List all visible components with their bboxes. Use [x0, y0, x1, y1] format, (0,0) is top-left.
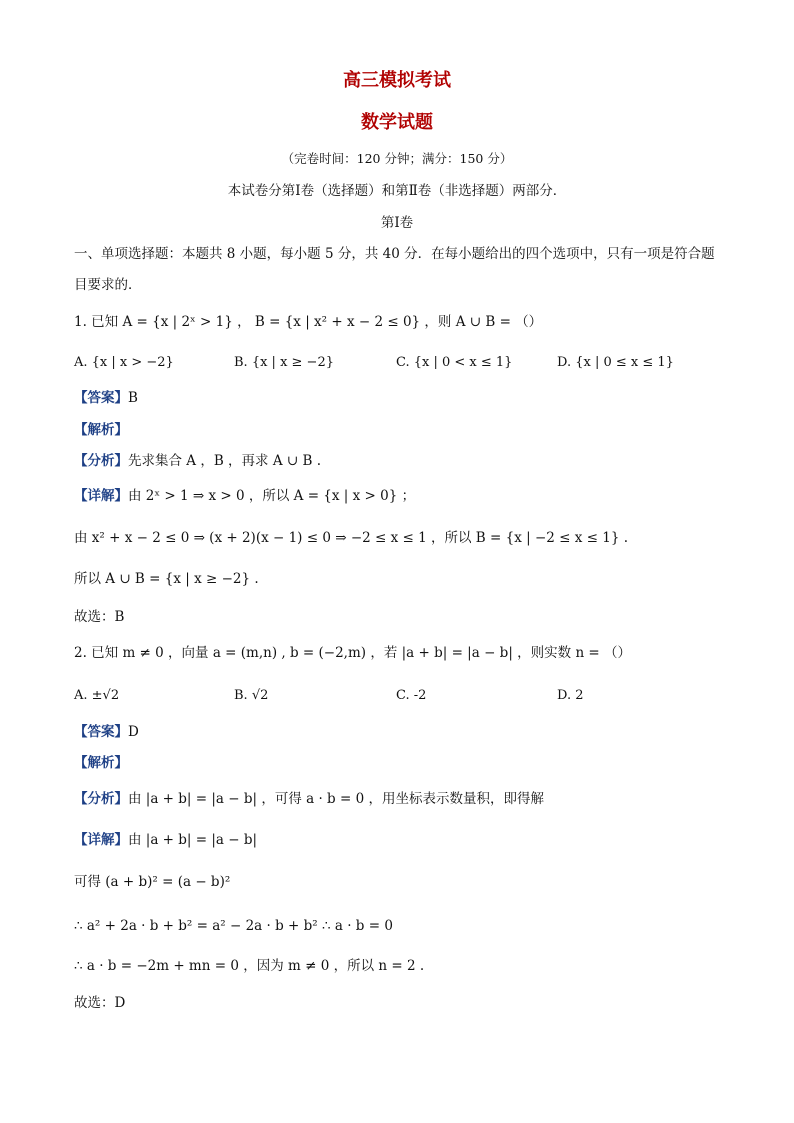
q1-detail-row — [74, 490, 415, 504]
q1-fenxi: 先求集合 A ，B ，再求 A ∪ B . — [128, 453, 321, 469]
q2-option-d: D. 2 — [557, 688, 584, 703]
q2-detail-2: 可得 (a + b)² = (a − b)² — [74, 874, 231, 890]
parts-info: 本试卷分第Ⅰ卷（选择题）和第Ⅱ卷（非选择题）两部分． — [227, 183, 567, 199]
q1-choice: 故选：B — [74, 609, 125, 625]
q1-fenxi-label: 【分析】 — [74, 453, 128, 469]
section-heading: 第Ⅰ卷 — [380, 215, 414, 231]
q1-option-b: B. {x | x ≥ −2} — [234, 355, 334, 370]
time-info: （完卷时间：120 分钟；满分：150 分） — [281, 151, 513, 166]
q2-detail-1: 由 |a + b| = |a − b| — [128, 832, 258, 848]
q2-stem: 2. 已知 m ≠ 0 ，向量 a = (m,n) , b = (−2,m) ，若 |a + b| = |a − b| ，则实数 n = （） — [74, 645, 632, 661]
q2-option-b: B. √2 — [234, 688, 269, 703]
q2-detail-label: 【详解】 — [74, 832, 128, 848]
q1-detail-2: 由 x² + x − 2 ≤ 0 ⇒ (x + 2)(x − 1) ≤ 0 ⇒ −2 ≤ x ≤ 1 ，所以 B = {x | −2 ≤ x ≤ 1} . — [74, 530, 629, 546]
q2-answer-label: 【答案】 — [74, 724, 128, 740]
q1-option-c: C. {x | 0 < x ≤ 1} — [396, 355, 513, 370]
q2-option-a: A. ±√2 — [74, 688, 120, 703]
q2-analysis-label: 【解析】 — [74, 755, 128, 771]
q1-detail-3: 所以 A ∪ B = {x | x ≥ −2} . — [74, 571, 259, 587]
q1-answer-row — [74, 392, 138, 406]
q2-fenxi-label: 【分析】 — [74, 791, 128, 807]
q2-fenxi: 由 |a + b| = |a − b| ，可得 a · b = 0 ，用坐标表示数量积，即得解 — [128, 791, 544, 807]
q2-detail-3: ∴ a² + 2a · b + b² = a² − 2a · b + b² ∴ a · b = 0 — [74, 918, 393, 934]
q2-detail-4: ∴ a · b = −2m + mn = 0 ，因为 m ≠ 0 ，所以 n = 2 . — [74, 958, 425, 974]
q1-option-a: A. {x | x > −2} — [74, 355, 174, 370]
q1-detail-label: 【详解】 — [74, 488, 128, 504]
q1-fenxi-row — [74, 455, 321, 469]
q1-stem: 1. 已知 A = {x | 2ˣ > 1} ， B = {x | x² + x − 2 ≤ 0} ，则 A ∪ B = （） — [74, 314, 543, 330]
q2-answer-row — [74, 726, 139, 740]
q1-answer-label: 【答案】 — [74, 390, 128, 406]
q1-analysis-label: 【解析】 — [74, 422, 128, 438]
q2-fenxi-row — [74, 793, 544, 807]
instructions-line-2: 目要求的． — [74, 277, 142, 293]
instructions-line-1: 一、单项选择题：本题共 8 小题，每小题 5 分，共 40 分．在每小题给出的四个选项中，只有一项是符合题 — [74, 246, 715, 262]
q1-option-d: D. {x | 0 ≤ x ≤ 1} — [557, 355, 674, 370]
q2-choice: 故选：D — [74, 995, 126, 1011]
q2-detail-row — [74, 834, 257, 848]
q1-detail-1: 由 2ˣ > 1 ⇒ x > 0 ，所以 A = {x | x > 0} ； — [128, 488, 416, 504]
exam-subtitle: 数学试题 — [361, 112, 433, 133]
exam-title: 高三模拟考试 — [343, 70, 451, 91]
q2-option-c: C. -2 — [396, 688, 427, 703]
q2-answer: D — [128, 724, 139, 740]
q1-answer: B — [128, 390, 138, 406]
